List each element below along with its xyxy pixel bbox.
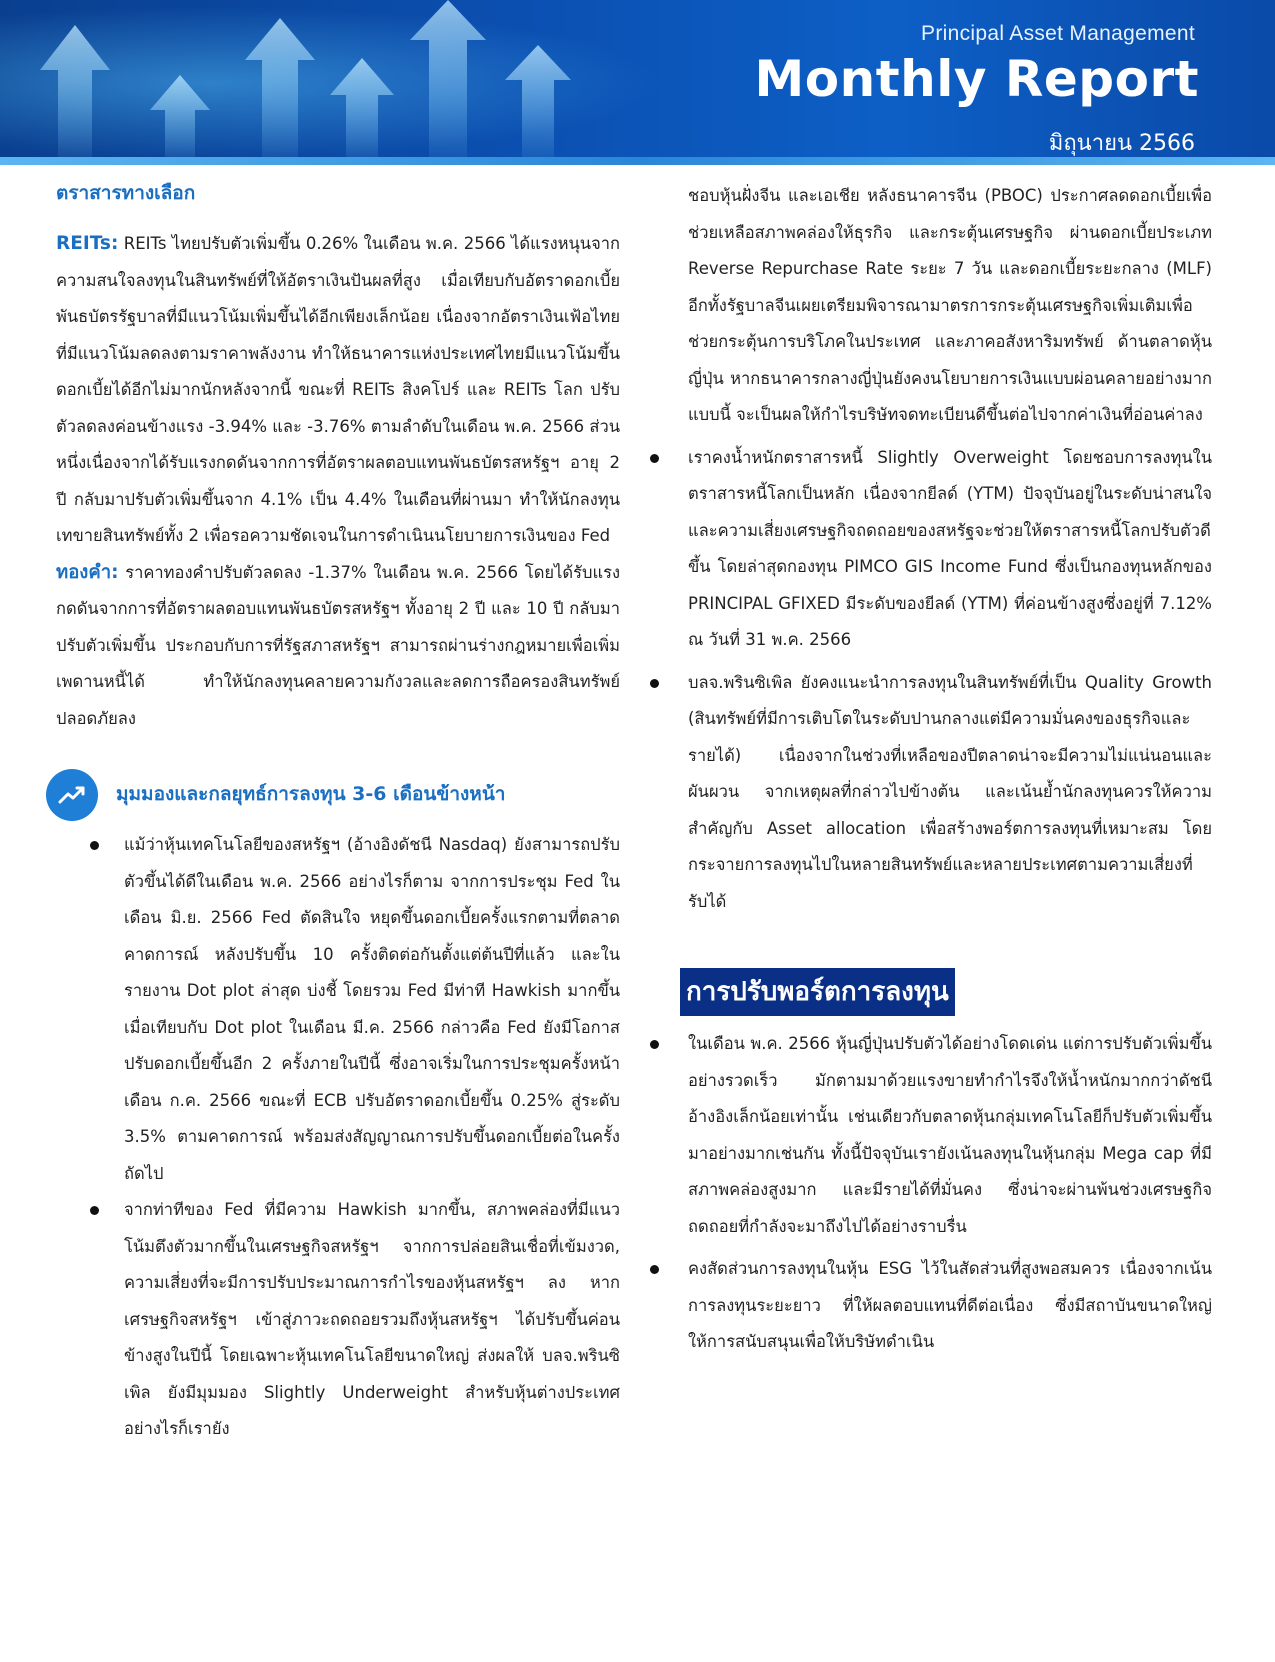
continuation-paragraph: ชอบหุ้นฝั่งจีน และเอเชีย หลังธนาคารจีน (PBOC) ประกาศลดดอกเบี้ยเพื่อช่วยเหลือสภาพคล่องให้ธุรกิจ และกระตุ้นเศรษฐกิจ ผ่านดอกเบี้ยประเภท Reverse Repurchase Rate ระยะ 7 วัน และดอกเบี้ยระยะกลาง (MLF) อีกทั้งรัฐบาลจีนเผยเตรียมพิจารณามาตรการกระตุ้นเศรษฐกิจเพิ่มเติมเพื่อช่วยกระตุ้นการบริโภคในประเทศ และภาคอสังหาริมทรัพย์ ด้านตลาดหุ้นญี่ปุ่น หากธนาคารกลางญี่ปุ่นยังคงนโยบายการเงินแบบผ่อนคลายอย่างมากแบบนี้ จะเป็นผลให้กำไรบริษัทจดทะเบียนดีขึ้นต่อไปจากค่าเงินที่อ่อนค่าลง: [688, 186, 1212, 424]
right-column: [688, 178, 1212, 1361]
reits-lead: REITs:: [56, 233, 119, 254]
report-date: มิถุนายน 2566: [1048, 131, 1195, 156]
bullet-text: ในเดือน พ.ค. 2566 หุ้นญี่ปุ่นปรับตัวได้อย่างโดดเด่น แต่การปรับตัวเพิ่มขึ้นอย่างรวดเร็ว มักตามมาด้วยแรงขายทำกำไรจึงให้น้ำหนักมากกว่าดัชนีอ้างอิงเล็กน้อยเท่านั้น เช่นเดียวกับตลาดหุ้นกลุ่มเทคโนโลยีก็ปรับตัวเพิ่มขึ้นมาอย่างมากเช่นกัน ทั้งนี้ปัจจุบันเรายังเน้นลงทุนในหุ้นกลุ่ม Mega cap ที่มีสภาพคล่องสูงมาก และมีรายได้ที่มั่นคง ซึ่งน่าจะผ่านพ้นช่วงเศรษฐกิจถดถอยที่กำลังจะมาถึงไปได้อย่างราบรื่น: [688, 1034, 1212, 1236]
list-item: [688, 440, 1212, 659]
bullet-text: แม้ว่าหุ้นเทคโนโลยีของสหรัฐฯ (อ้างอิงดัชนี Nasdaq) ยังสามารถปรับตัวขึ้นได้ดีในเดือน พ.ค. 2566 อย่างไรก็ตาม จากการประชุม Fed ในเดือน มิ.ย. 2566 Fed ตัดสินใจ หยุดขึ้นดอกเบี้ยครั้งแรกตามที่ตลาดคาดการณ์ หลังปรับขึ้น 10 ครั้งติดต่อกันตั้งแต่ต้นปีที่แล้ว และในรายงาน Dot plot ล่าสุด บ่งชี้ โดยรวม Fed มีท่าที Hawkish มากขึ้นเมื่อเทียบกับ Dot plot ในเดือน มี.ค. 2566 กล่าวคือ Fed ยังมีโอกาสปรับดอกเบี้ยขึ้นอีก 2 ครั้งภายในปีนี้ ซึ่งอาจเริ่มในการประชุมครั้งหน้าเดือน ก.ค. 2566 ขณะที่ ECB ปรับอัตราดอกเบี้ยขึ้น 0.25% สู่ระดับ 3.5% ตามคาดการณ์ พร้อมส่งสัญญาณการปรับขึ้นดอกเบี้ยต่อในครั้งถัดไป: [124, 835, 620, 1183]
bullet-dot-icon: [650, 454, 659, 463]
strategy-heading-row: [56, 767, 620, 823]
list-item: [124, 827, 620, 1192]
list-item: [688, 665, 1212, 921]
bullet-dot-icon: [650, 679, 659, 688]
bullet-dot-icon: [90, 1206, 99, 1215]
gold-lead: ทองคำ:: [56, 561, 119, 583]
trend-chart-icon: [46, 769, 98, 821]
reits-paragraph: [56, 226, 620, 555]
bullet-dot-icon: [90, 841, 99, 850]
strategy-bullet-list: [124, 827, 620, 1448]
left-column: [56, 178, 620, 1448]
report-title: Monthly Report: [754, 50, 1199, 108]
bullet-dot-icon: [650, 1040, 659, 1049]
reits-text: REITs ไทยปรับตัวเพิ่มขึ้น 0.26% ในเดือน พ.ค. 2566 ได้แรงหนุนจากความสนใจลงทุนในสินทรัพย์ที่ให้อัตราเงินปันผลที่สูง เมื่อเทียบกับอัตราดอกเบี้ยพันธบัตรรัฐบาลที่มีแนวโน้มเพิ่มขึ้นได้อีกเพียงเล็กน้อย เนื่องจากอัตราเงินเฟ้อไทยที่มีแนวโน้มลดลงตามราคาพลังงาน ทำให้ธนาคารแห่งประเทศไทยมีแนวโน้มขึ้นดอกเบี้ยได้อีกไม่มากนักหลังจากนี้ ขณะที่ REITs สิงคโปร์ และ REITs โลก ปรับตัวลดลงค่อนข้างแรง -3.94% และ -3.76% ตามลำดับในเดือน พ.ค. 2566 ส่วนหนึ่งเนื่องจากได้รับแรงกดดันจากการที่อัตราผลตอบแทนพันธบัตรสหรัฐฯ อายุ 2 ปี กลับมาปรับตัวเพิ่มขึ้นจาก 4.1% เป็น 4.4% ในเดือนที่ผ่านมา ทำให้นักลงทุนเทขายสินทรัพย์ทั้ง 2 เพื่อรอความชัดเจนในการดำเนินนโยบายการเงินของ Fed: [56, 234, 621, 545]
bullet-text: บลจ.พรินซิเพิล ยังคงแนะนำการลงทุนในสินทรัพย์ที่เป็น Quality Growth (สินทรัพย์ที่มีการเติบโตในระดับปานกลางแต่มีความมั่นคงของธุรกิจและรายได้) เนื่องจากในช่วงที่เหลือของปีตลาดน่าจะมีความไม่แน่นอนและผันผวน จากเหตุผลที่กล่าวไปข้างต้น และเน้นย้ำนักลงทุนควรให้ความสำคัญกับ Asset allocation เพื่อสร้างพอร์ตการลงทุนที่เหมาะสม โดยกระจายการลงทุนไปในหลายสินทรัพย์และหลายประเทศตามความเสี่ยงที่รับได้: [688, 672, 1212, 911]
outlook-bullet-list: [688, 440, 1212, 921]
gold-text: ราคาทองคำปรับตัวลดลง -1.37% ในเดือน พ.ค. 2566 โดยได้รับแรงกดดันจากการที่อัตราผลตอบแทนพันธบัตรสหรัฐฯ ทั้งอายุ 2 ปี และ 10 ปี กลับมาปรับตัวเพิ่มขึ้น ประกอบกับการที่รัฐสภาสหรัฐฯ สามารถผ่านร่างกฎหมายเพื่อเพิ่มเพดานหนี้ได้ ทำให้นักลงทุนคลายความกังวลและลดการถือครองสินทรัพย์ปลอดภัยลง: [56, 562, 620, 728]
list-item: [124, 1192, 620, 1448]
list-item: [688, 1026, 1212, 1245]
bullet-text: จากท่าทีของ Fed ที่มีความ Hawkish มากขึ้น, สภาพคล่องที่มีแนวโน้มตึงตัวมากขึ้นในเศรษฐกิจสหรัฐฯ จากการปล่อยสินเชื่อที่เข้มงวด, ความเสี่ยงที่จะมีการปรับประมาณการกำไรของหุ้นสหรัฐฯ ลง หากเศรษฐกิจสหรัฐฯ เข้าสู่ภาวะถดถอยรวมถึงหุ้นสหรัฐฯ ได้ปรับขึ้นค่อนข้างสูงในปีนี้ โดยเฉพาะหุ้นเทคโนโลยีขนาดใหญ่ ส่งผลให้ บลจ.พรินซิเพิล ยังมีมุมมอง Slightly Underweight สำหรับหุ้นต่างประเทศ อย่างไรก็เรายัง: [124, 1200, 620, 1438]
alternative-assets-heading: ตราสารทางเลือก: [56, 182, 196, 204]
rising-arrows-graphic: [0, 0, 620, 165]
brand-name: Principal Asset Management: [921, 22, 1195, 45]
gold-paragraph: [56, 555, 620, 738]
bullet-text: เราคงน้ำหนักตราสารหนี้ Slightly Overweight โดยชอบการลงทุนในตราสารหนี้โลกเป็นหลัก เนื่องจากยีลด์ (YTM) ปัจจุบันอยู่ในระดับน่าสนใจ และความเสี่ยงเศรษฐกิจถดถอยของสหรัฐจะช่วยให้ตราสารหนี้โลกปรับตัวดีขึ้น โดยล่าสุดกองทุน PIMCO GIS Income Fund ซึ่งเป็นกองทุนหลักของ PRINCIPAL GFIXED มีระดับของยีลด์ (YTM) ที่ค่อนข้างสูงซึ่งอยู่ที่ 7.12% ณ วันที่ 31 พ.ค. 2566: [688, 447, 1212, 649]
bullet-text: คงสัดส่วนการลงทุนในหุ้น ESG ไว้ในสัดส่วนที่สูงพอสมควร เนื่องจากเน้นการลงทุนระยะยาว ที่ให้ผลตอบแทนที่ดีต่อเนื่อง ซึ่งมีสถาบันขนาดใหญ่ให้การสนับสนุนเพื่อให้บริษัทดำเนิน: [688, 1259, 1212, 1351]
report-header-banner: [0, 0, 1275, 165]
bullet-dot-icon: [650, 1265, 659, 1274]
strategy-heading: มุมมองและกลยุทธ์การลงทุน 3-6 เดือนข้างหน้า: [116, 783, 506, 805]
list-item: [688, 1251, 1212, 1361]
portfolio-adjustment-heading: การปรับพอร์ตการลงทุน: [680, 968, 955, 1016]
portfolio-bullet-list: [688, 1026, 1212, 1361]
